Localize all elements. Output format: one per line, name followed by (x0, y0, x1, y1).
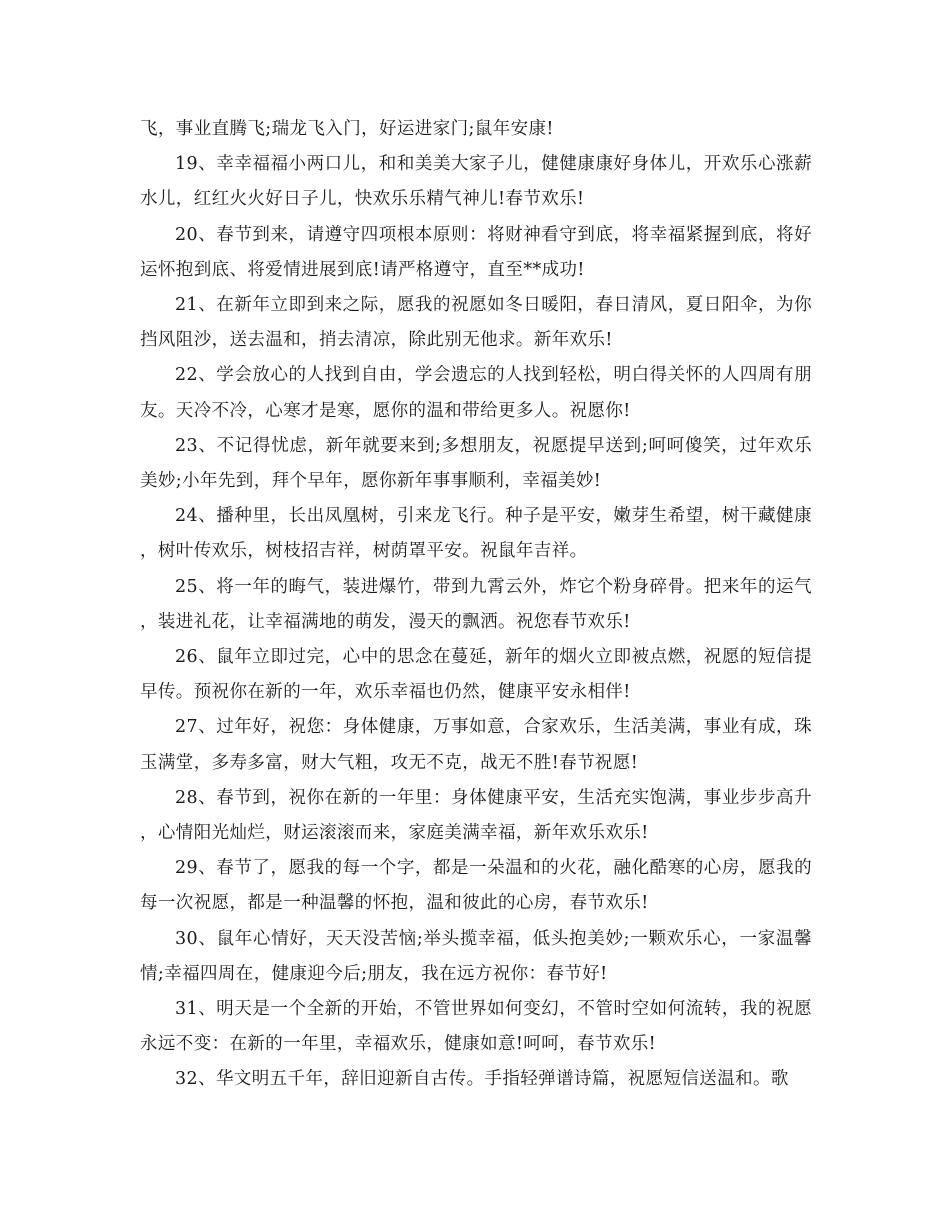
paragraph-28: 28、春节到，祝你在新的一年里：身体健康平安，生活充实饱满，事业步步高升，心情阳光灿烂，财运滚滚而来，家庭美满幸福，新年欢乐欢乐! (140, 787, 812, 844)
paragraph-29: 29、春节了，愿我的每一个字，都是一朵温和的火花，融化酷寒的心房，愿我的每一次祝愿，都是一种温馨的怀抱，温和彼此的心房，春节欢乐! (140, 858, 812, 914)
paragraph-20: 20、春节到来，请遵守四项根本原则：将财神看守到底，将幸福紧握到底，将好运怀抱到底、将爱情进展到底!请严格遵守，直至**成功! (140, 224, 812, 280)
paragraph-21: 21、在新年立即到来之际，愿我的祝愿如冬日暖阳，春日清风，夏日阳伞，为你挡风阻沙，送去温和，捎去清凉，除此别无他求。新年欢乐! (140, 295, 812, 351)
paragraph-31: 31、明天是一个全新的开始，不管世界如何变幻，不管时空如何流转，我的祝愿永远不变：在新的一年里，幸福欢乐，健康如意!呵呵，春节欢乐! (140, 999, 812, 1055)
paragraph-19: 19、幸幸福福小两口儿，和和美美大家子儿，健健康康好身体儿，开欢乐心涨薪水儿，红红火火好日子儿，快欢乐乐精气神儿!春节欢乐! (140, 154, 812, 210)
paragraph-26: 26、鼠年立即过完，心中的思念在蔓延，新年的烟火立即被点燃，祝愿的短信提早传。预祝你在新的一年，欢乐幸福也仍然，健康平安永相伴! (140, 647, 812, 703)
document-body (140, 112, 812, 1098)
paragraph-27: 27、过年好，祝您：身体健康，万事如意，合家欢乐，生活美满，事业有成，珠玉满堂，多寿多富，财大气粗，攻无不克，战无不胜!春节祝愿! (140, 717, 812, 773)
paragraph-30: 30、鼠年心情好，天天没苦恼;举头揽幸福，低头抱美妙;一颗欢乐心，一家温馨情;幸福四周在，健康迎今后;朋友，我在远方祝你：春节好! (140, 928, 812, 984)
paragraph-24: 24、播种里，长出凤凰树，引来龙飞行。种子是平安，嫩芽生希望，树干藏健康，树叶传欢乐，树枝招吉祥，树荫罩平安。祝鼠年吉祥。 (140, 506, 812, 562)
paragraph-22: 22、学会放心的人找到自由，学会遗忘的人找到轻松，明白得关怀的人四周有朋友。天冷不冷，心寒才是寒，愿你的温和带给更多人。祝愿你! (140, 365, 812, 421)
paragraph-32: 32、华文明五千年，辞旧迎新自古传。手指轻弹谱诗篇，祝愿短信送温和。歌 (175, 1069, 789, 1090)
paragraph-continuation: 飞，事业直腾飞;瑞龙飞入门，好运进家门;鼠年安康! (140, 119, 554, 139)
paragraph-23: 23、不记得忧虑，新年就要来到;多想朋友，祝愿提早送到;呵呵傻笑，过年欢乐美妙;小年先到，拜个早年，愿你新年事事顺利，幸福美妙! (140, 435, 812, 492)
paragraph-25: 25、将一年的晦气，装进爆竹，带到九霄云外，炸它个粉身碎骨。把来年的运气，装进礼花，让幸福满地的萌发，漫天的飘洒。祝您春节欢乐! (140, 576, 812, 632)
